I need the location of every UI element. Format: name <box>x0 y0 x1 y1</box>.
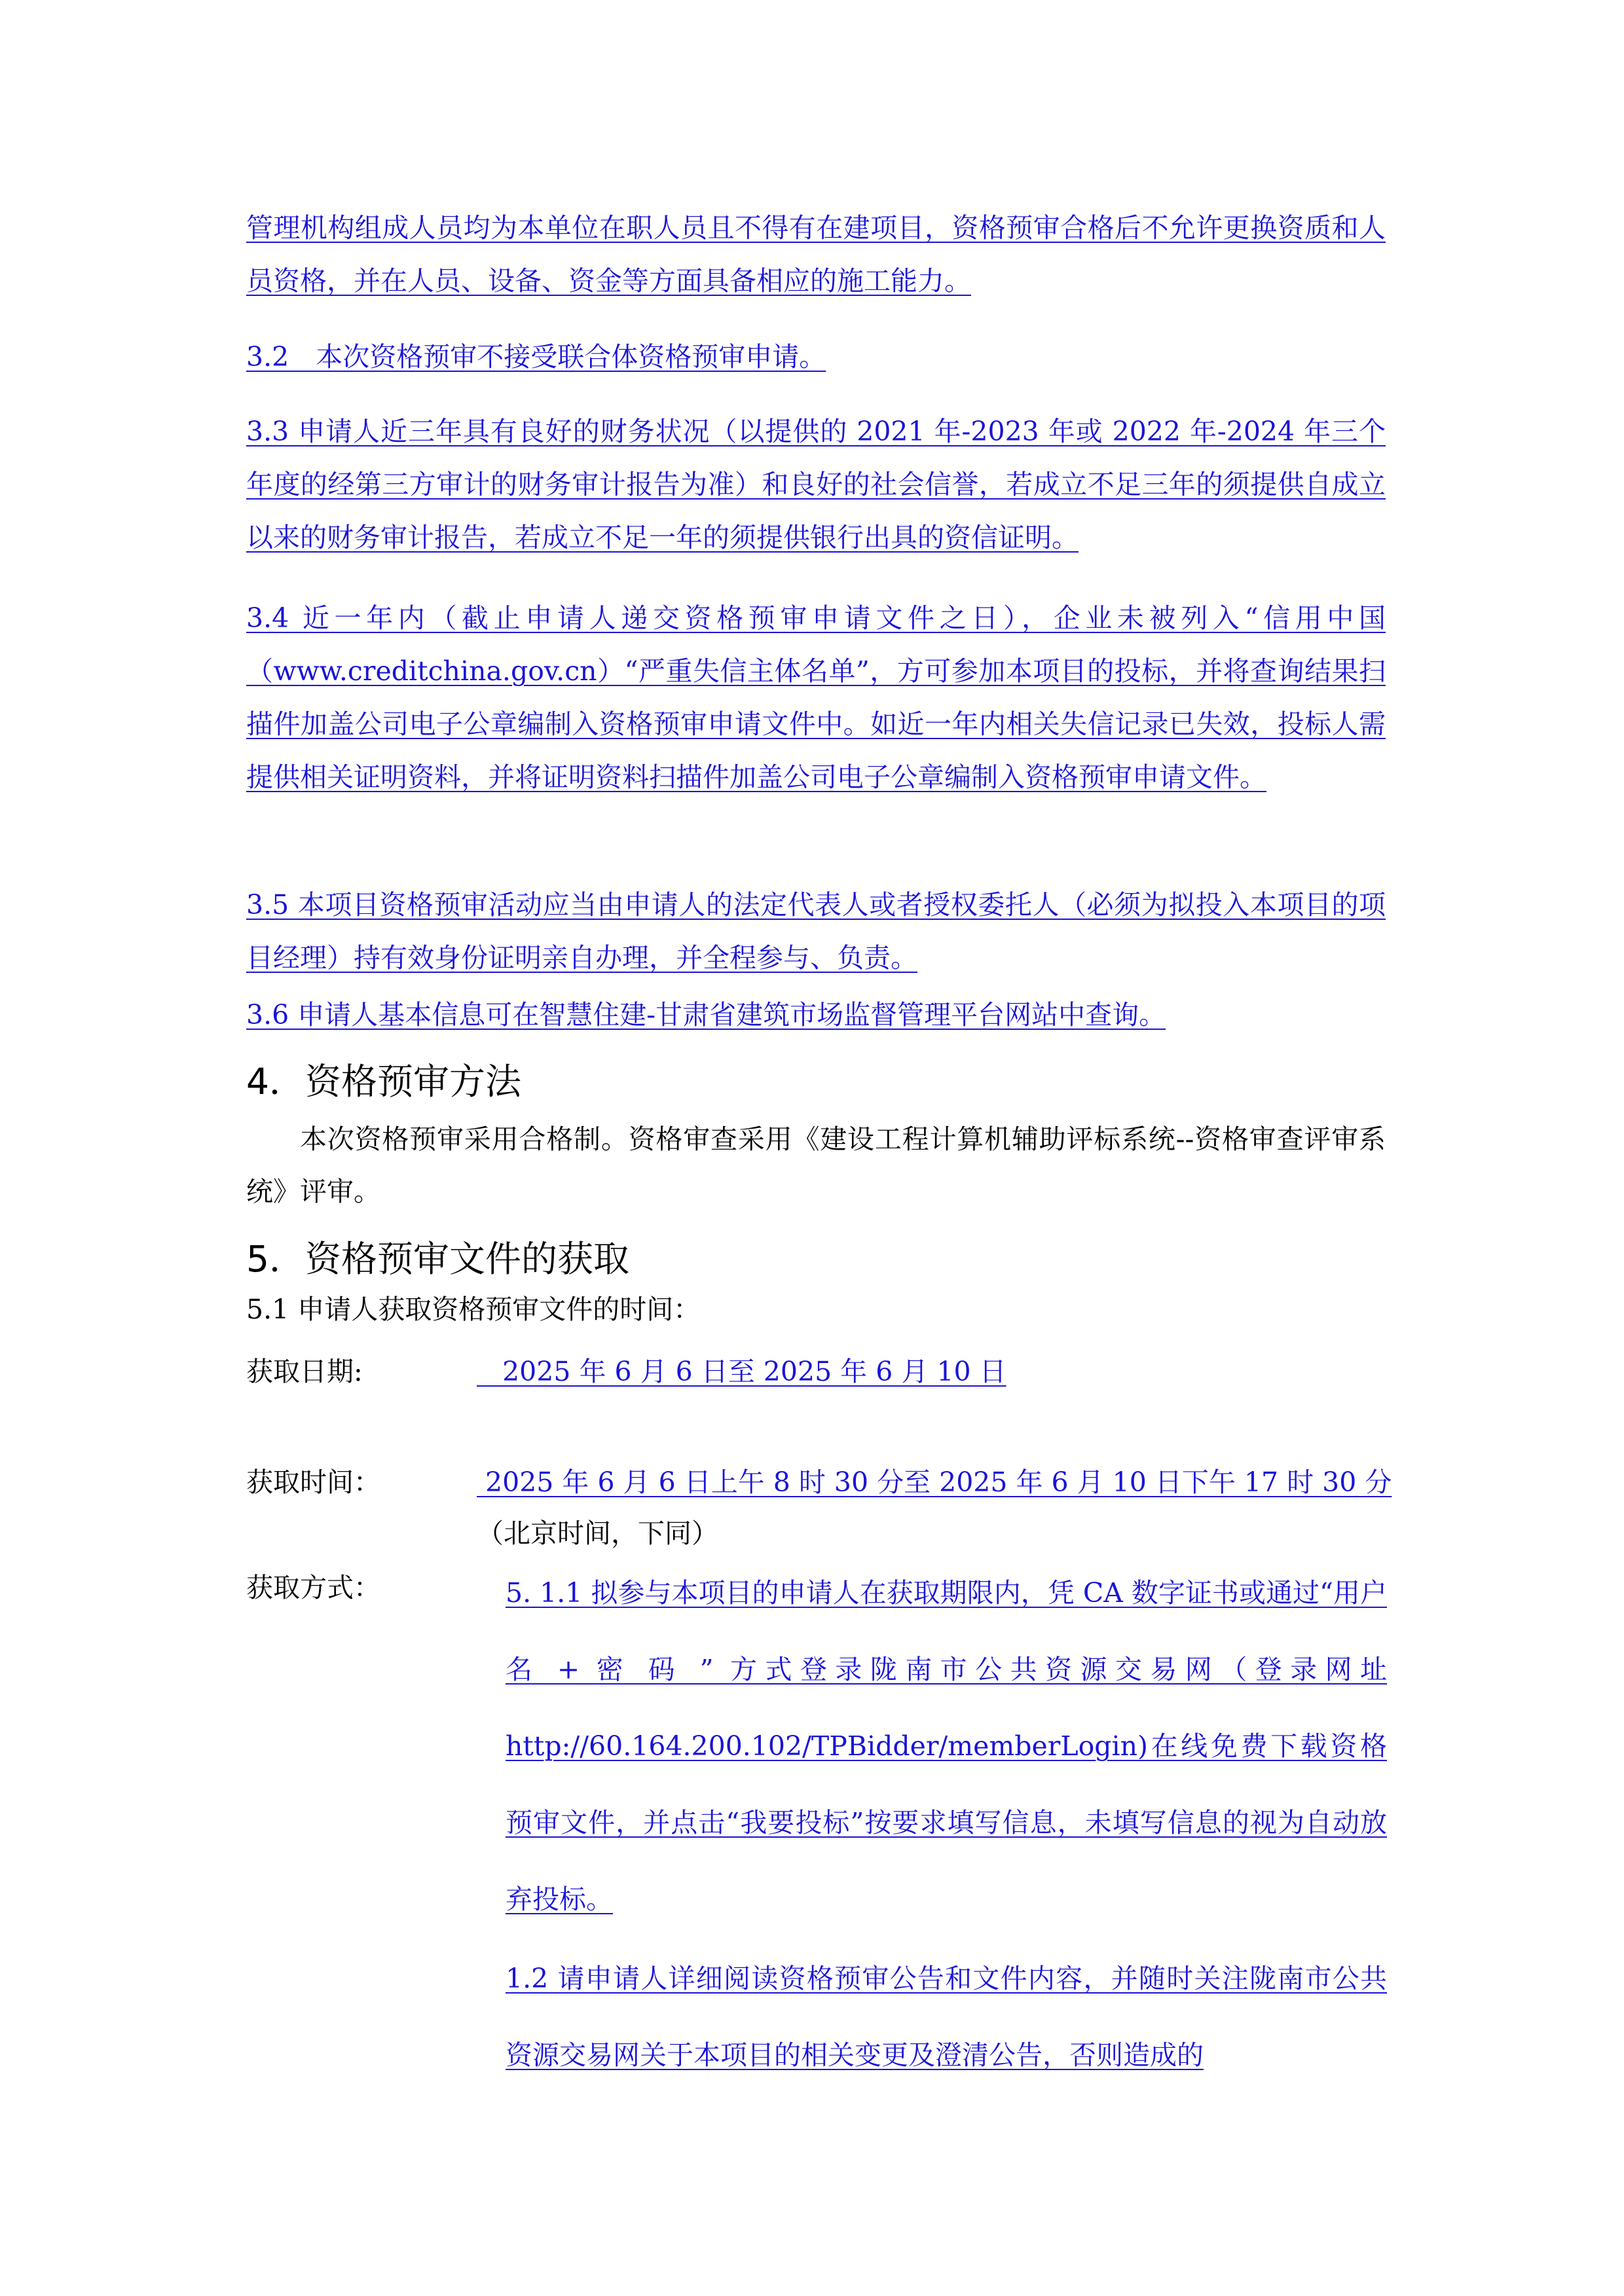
paragraph-3-5: 3.5 本项目资格预审活动应当由申请人的法定代表人或者授权委托人（必须为拟投入本项目的项目经理）持有效身份证明亲自办理，并全程参与、负责。 <box>246 889 1386 974</box>
paragraph-3-4: 3.4 近一年内（截止申请人递交资格预审申请文件之日），企业未被列入“信用中国（www.creditchina.gov.cn）“严重失信主体名单”，方可参加本项目的投标，并将查询结果扫描件加盖公司电子公章编制入资格预审申请文件中。如近一年内相关失信记录已失效，投标人需提供相关证明资料，并将证明资料扫描件加盖公司电子公章编制入资格预审申请文件。 <box>246 602 1386 793</box>
heading-section-4: 4．资格预审方法 <box>246 1061 521 1102</box>
time-note: （北京时间，下同） <box>477 1518 718 1549</box>
date-label: 获取日期: <box>246 1356 363 1387</box>
paragraph-5-1: 5.1 申请人获取资格预审文件的时间： <box>246 1294 701 1325</box>
time-value: 2025 年 6 月 6 日上午 8 时 30 分至 2025 年 6 月 10 日下午 17 时 30 分 <box>477 1467 1392 1498</box>
method-item-1-2: 1.2 请申请人详细阅读资格预审公告和文件内容，并随时关注陇南市公共资源交易网关于本项目的相关变更及澄清公告，否则造成的 <box>506 1963 1387 2071</box>
date-value: 2025 年 6 月 6 日至 2025 年 6 月 10 日 <box>477 1356 1006 1387</box>
method-label: 获取方式： <box>246 1572 380 1603</box>
method-item-1-1: 5. 1.1 拟参与本项目的申请人在获取期限内，凭 CA 数字证书或通过“用户名 + 密 码 ” 方式登录陇南市公共资源交易网（登录网址 http://60.164.200.102/TPBidder/memberLogin)在线免费下载资格预审文件，并点击“我要投标”按要求填写信息，未填写信息的视为自动放弃投标。 <box>506 1577 1387 1915</box>
paragraph-3-3: 3.3 申请人近三年具有良好的财务状况（以提供的 2021 年-2023 年或 2022 年-2024 年三个年度的经第三方审计的财务审计报告为准）和良好的社会信誉，若成立不足三年的须提供自成立以来的财务审计报告，若成立不足一年的须提供银行出具的资信证明。 <box>246 416 1386 553</box>
heading-section-5: 5．资格预审文件的获取 <box>246 1238 629 1280</box>
paragraph-3-2: 3.2 本次资格预审不接受联合体资格预审申请。 <box>246 341 826 373</box>
paragraph-3-6: 3.6 申请人基本信息可在智慧住建-甘肃省建筑市场监督管理平台网站中查询。 <box>246 999 1166 1030</box>
time-label: 获取时间： <box>246 1467 380 1498</box>
section-4-body: 本次资格预审采用合格制。资格审查采用《建设工程计算机辅助评标系统--资格审查评审系统》评审。 <box>246 1123 1386 1207</box>
paragraph-3-1-continuation: 管理机构组成人员均为本单位在职人员且不得有在建项目，资格预审合格后不允许更换资质和人员资格，并在人员、设备、资金等方面具备相应的施工能力。 <box>246 212 1386 297</box>
